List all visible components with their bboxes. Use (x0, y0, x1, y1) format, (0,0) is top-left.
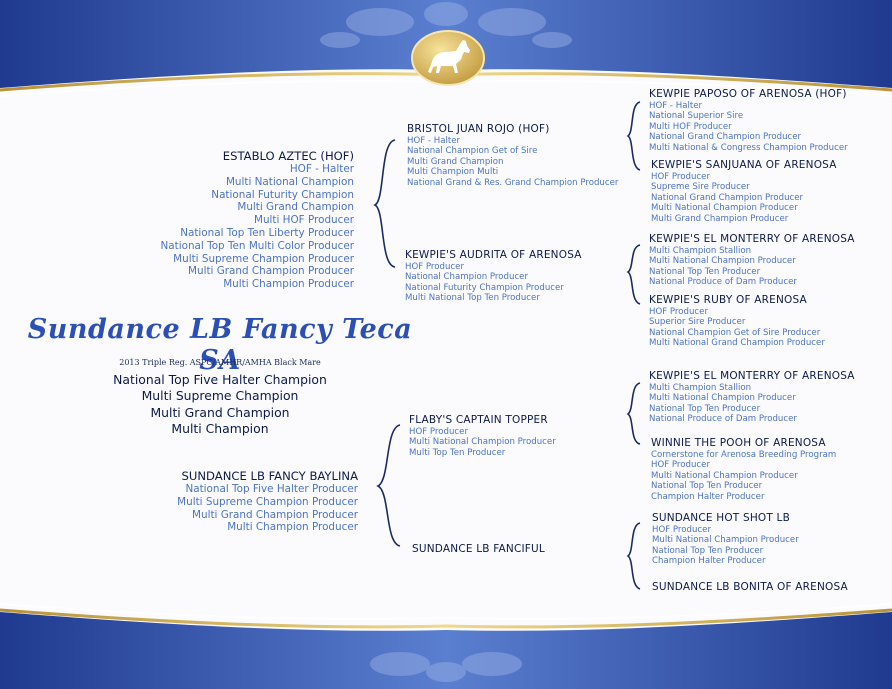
sire-title: National Futurity Champion (211, 188, 354, 201)
subject-titles (20, 372, 420, 438)
g3-title: National Top Ten Producer (651, 481, 763, 492)
subject-title: Multi Champion (171, 421, 269, 437)
g3-title: Cornerstone for Arenosa Breeding Program (651, 450, 837, 460)
subject-registration: 2013 Triple Reg. ASPC/AMHR/AMHA Black Mare (119, 358, 321, 367)
dam-sire-title: HOF Producer (409, 427, 468, 437)
g3-title: Multi National Champion Producer (649, 393, 796, 404)
sire-block (161, 149, 354, 291)
g3-block (651, 159, 837, 224)
g3-title: Multi Champion Stallion (649, 383, 752, 393)
g3-title: National Superior Sire (649, 111, 744, 122)
dam-block (177, 469, 358, 534)
g3-name: KEWPIE PAPOSO OF ARENOSA (HOF) (649, 88, 847, 100)
g3-name: KEWPIE'S EL MONTERRY OF ARENOSA (649, 233, 855, 245)
subject-title: Multi Supreme Champion (141, 388, 299, 404)
g3-name: KEWPIE'S SANJUANA OF ARENOSA (651, 159, 837, 171)
sire-sire-block (407, 123, 618, 188)
g3-title: Multi National Champion Producer (651, 470, 798, 481)
g3-name: WINNIE THE POOH OF ARENOSA (651, 437, 826, 449)
g3-title: National Grand Champion Producer (651, 192, 804, 203)
sire-dam-title: National Champion Producer (405, 272, 528, 283)
sire-title: Multi Grand Champion (237, 201, 354, 214)
sire-title: Multi Grand Champion Producer (188, 265, 354, 278)
dam-sire-title: Multi National Champion Producer (409, 437, 556, 448)
g3-title: National Grand Champion Producer (649, 132, 802, 143)
g3-name: SUNDANCE HOT SHOT LB (652, 512, 790, 524)
dam-name: SUNDANCE LB FANCY BAYLINA (181, 469, 358, 483)
sire-dam-title: Multi National Top Ten Producer (405, 293, 540, 304)
g3-name: KEWPIE'S EL MONTERRY OF ARENOSA (649, 370, 855, 382)
g3-title: HOF Producer (649, 307, 708, 317)
g3-block (649, 88, 848, 153)
subject-name: Sundance LB Fancy Teca SA (27, 314, 413, 376)
g3-title: HOF Producer (652, 525, 711, 535)
sire-title: HOF - Halter (289, 163, 354, 175)
dam-sire-title: Multi Top Ten Producer (409, 447, 506, 458)
g3-block (652, 581, 848, 594)
dam-title: Multi Champion Producer (227, 521, 358, 534)
g3-block (649, 233, 855, 288)
g3-title: Multi Grand Champion Producer (651, 213, 789, 224)
g3-title: National Top Ten Producer (652, 545, 764, 556)
g3-title: Multi National & Congress Champion Producer (649, 142, 848, 153)
dam-sire-name: FLABY'S CAPTAIN TOPPER (409, 414, 548, 426)
sire-sire-title: Multi Grand Champion (407, 156, 504, 167)
g3-title: Multi National Grand Champion Producer (649, 338, 825, 349)
g3-title: National Top Ten Producer (649, 403, 761, 414)
g3-title: Multi National Champion Producer (649, 256, 796, 267)
g3-block (649, 370, 855, 425)
g3-title: Multi Champion Stallion (649, 246, 752, 256)
sire-sire-title: National Champion Get of Sire (407, 146, 538, 157)
sire-title: Multi HOF Producer (253, 214, 354, 227)
sire-sire-title: Multi Champion Multi (407, 167, 499, 178)
dam-title: Multi Supreme Champion Producer (177, 495, 358, 508)
sire-sire-name: BRISTOL JUAN ROJO (HOF) (407, 123, 550, 135)
subject-title: Multi Grand Champion (150, 404, 290, 420)
g3-title: National Produce of Dam Producer (649, 277, 797, 288)
sire-dam-title: National Futurity Champion Producer (405, 282, 564, 293)
g3-name: KEWPIE'S RUBY OF ARENOSA (649, 294, 807, 306)
sire-title: Multi Supreme Champion Producer (173, 252, 354, 265)
g3-block (651, 437, 836, 502)
sire-title: Multi National Champion (225, 175, 354, 188)
dam-sire-block (409, 414, 556, 458)
g3-title: HOF - Halter (649, 101, 703, 111)
dam-title: National Top Five Halter Producer (185, 483, 358, 495)
g3-title: Multi HOF Producer (649, 121, 732, 132)
sire-sire-title: National Grand & Res. Grand Champion Producer (407, 177, 619, 188)
g3-title: HOF Producer (651, 172, 710, 182)
g3-block (649, 294, 825, 349)
g3-title: Multi National Champion Producer (651, 203, 798, 214)
g3-title: Champion Halter Producer (651, 491, 765, 502)
dam-dam-block (412, 543, 545, 556)
dam-title: Multi Grand Champion Producer (192, 508, 358, 521)
g3-title: National Produce of Dam Producer (649, 414, 797, 425)
subject-title: National Top Five Halter Champion (113, 372, 327, 387)
sire-title: National Top Ten Liberty Producer (180, 226, 354, 239)
sire-title: Multi Champion Producer (223, 278, 354, 291)
sire-dam-block (405, 249, 582, 304)
g3-title: Multi National Champion Producer (652, 535, 799, 546)
sire-dam-name: KEWPIE'S AUDRITA OF ARENOSA (405, 249, 582, 261)
sire-title: National Top Ten Multi Color Producer (160, 239, 354, 252)
g3-block (652, 512, 799, 567)
sire-sire-title: HOF - Halter (407, 136, 461, 146)
dam-dam-name: SUNDANCE LB FANCIFUL (412, 543, 545, 555)
g3-title: National Top Ten Producer (649, 266, 761, 277)
g3-title: National Champion Get of Sire Producer (649, 327, 821, 338)
sire-name: ESTABLO AZTEC (HOF) (222, 149, 354, 163)
g3-title: Superior Sire Producer (649, 317, 746, 328)
g3-title: HOF Producer (651, 460, 710, 471)
g3-name: SUNDANCE LB BONITA OF ARENOSA (652, 581, 848, 593)
g3-title: Champion Halter Producer (652, 556, 766, 567)
g3-title: Supreme Sire Producer (651, 182, 750, 193)
sire-dam-title: HOF Producer (405, 262, 464, 272)
